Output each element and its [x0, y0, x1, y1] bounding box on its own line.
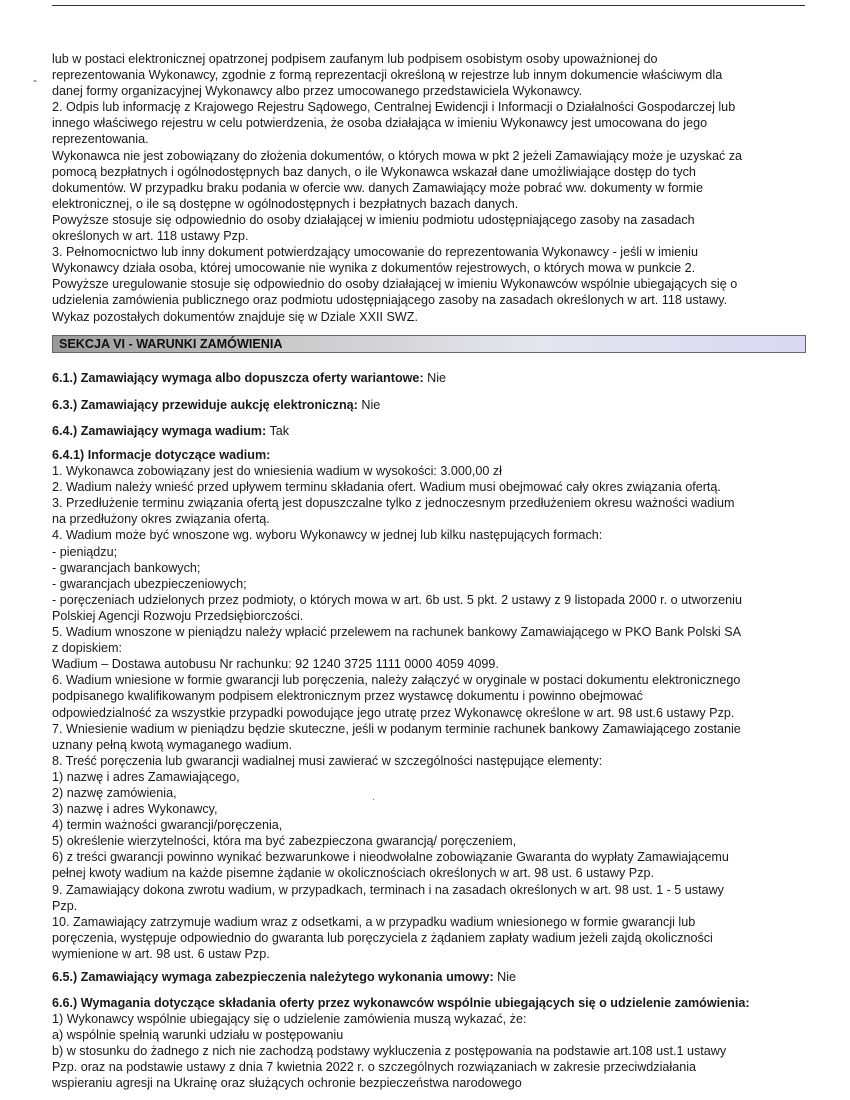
intro-paragraphs	[52, 51, 812, 325]
question-label: 6.1.) Zamawiający wymaga albo dopuszcza oferty wariantowe:	[52, 371, 424, 385]
intro-line: udzielenia zamówienia publicznego oraz podmiotu udostępniającego zasoby na zasadach określonych w art. 118 ustawy.	[52, 293, 728, 308]
question-6-4	[52, 423, 289, 439]
intro-line: Wykonawcy działa osoba, której umocowanie nie wynika z dokumentów rejestrowych, o których mowa w punkcie 2.	[52, 261, 696, 276]
wadium-line: wymienione w art. 98 ust. 6 ustaw Pzp.	[52, 946, 270, 961]
wadium-line: 5) określenie wierzytelności, która ma być zabezpieczona gwarancją/ poręczeniem,	[52, 834, 517, 849]
wadium-line: 9. Zamawiający dokona zwrotu wadium, w przypadkach, terminach i na zasadach określonych w art. 98 ust. 1 - 5 ustawy	[52, 882, 724, 897]
wadium-line: 5. Wadium wnoszone w pieniądzu należy wpłacić przelewem na rachunek bankowy Zamawiającego w PKO Bank Polski SA	[52, 625, 742, 640]
intro-line: Powyższe stosuje się odpowiednio do osoby działającej w imieniu podmiotu udostępniającego zasoby na zasadach	[52, 212, 695, 227]
wadium-line: 3. Przedłużenie terminu związania ofertą jest dopuszczalne tylko z jednoczesnym przedłużeniem okresu ważności wadium	[52, 496, 735, 511]
q66-line: a) wspólnie spełnią warunki udziału w postępowaniu	[52, 1028, 344, 1043]
question-6-5	[52, 969, 516, 985]
question-answer: Nie	[423, 371, 447, 385]
wadium-line: 2. Wadium należy wnieść przed upływem terminu składania ofert. Wadium musi obejmować cały okres związania ofertą.	[52, 480, 721, 495]
wadium-heading: 6.4.1) Informacje dotyczące wadium:	[52, 448, 271, 462]
intro-line: reprezentowania Wykonawcy, zgodnie z formą reprezentacji określoną w rejestrze lub innym dokumencie właściwym dla	[52, 68, 723, 83]
wadium-line: - gwarancjach ubezpieczeniowych;	[52, 576, 247, 591]
joint-bidders-requirements	[52, 995, 812, 1092]
wadium-line: Pzp.	[52, 898, 78, 913]
wadium-line: 10. Zamawiający zatrzymuje wadium wraz z odsetkami, a w przypadku wadium wniesionego w formie gwarancji lub	[52, 914, 696, 929]
q66-heading: 6.6.) Wymagania dotyczące składania oferty przez wykonawców wspólnie ubiegających się o udzielenie zamówienia:	[52, 996, 750, 1010]
wadium-line: 2) nazwę zamówienia,	[52, 785, 177, 800]
top-rule	[52, 5, 805, 6]
intro-line: 3. Pełnomocnictwo lub inny dokument potwierdzający umocowanie do reprezentowania Wykonawcy - jeśli w imieniu	[52, 245, 698, 260]
q66-line: b) w stosunku do żadnego z nich nie zachodzą podstawy wykluczenia z postępowania na podstawie art.108 ust.1 ustawy	[52, 1044, 727, 1059]
section-header	[52, 335, 806, 353]
wadium-line: 4) termin ważności gwarancji/poręczenia,	[52, 818, 283, 833]
intro-line: 2. Odpis lub informację z Krajowego Rejestru Sądowego, Centralnej Ewidencji i Informacji o Działalności Gospodarczej lub	[52, 100, 736, 115]
wadium-line: z dopiskiem:	[52, 641, 122, 656]
margin-mark: -	[33, 73, 37, 87]
wadium-line: - poręczeniach udzielonych przez podmioty, o których mowa w art. 6b ust. 5 pkt. 2 ustawy z 9 listopada 2000 r. o utworzeniu	[52, 592, 742, 607]
intro-line: danej formy organizacyjnej Wykonawcy albo przez umocowanego przedstawiciela Wykonawcy.	[52, 84, 583, 99]
intro-line: Wykonawca nie jest zobowiązany do złożenia dokumentów, o których mowa w pkt 2 jeżeli Zamawiający może je uzyskać za	[52, 148, 743, 163]
question-answer: Tak	[266, 424, 290, 438]
q66-line: Pzp. oraz na podstawie ustawy z dnia 7 kwietnia 2022 r. o szczególnych rozwiązaniach w zakresie przeciwdziałania	[52, 1060, 697, 1075]
wadium-line: 3) nazwę i adres Wykonawcy,	[52, 802, 218, 817]
intro-line: pomocą bezpłatnych i ogólnodostępnych baz danych, o ile Wykonawca wskazał dane umożliwiające dostęp do tych	[52, 164, 696, 179]
wadium-line: - gwarancjach bankowych;	[52, 560, 201, 575]
wadium-line: - pieniądzu;	[52, 544, 118, 559]
wadium-line: Polskiej Agencji Rozwoju Przedsiębiorczości.	[52, 608, 304, 623]
wadium-line: odpowiedzialność za wszystkie przypadki powodujące jego utratę przez Wykonawcę określone w art. 98 ust.6 ustawy Pzp.	[52, 705, 735, 720]
section-title: SEKCJA VI - WARUNKI ZAMÓWIENIA	[59, 337, 283, 351]
intro-line: reprezentowania.	[52, 132, 149, 147]
intro-line: elektronicznej, o ile są dostępne w ogólnodostępnych i bezpłatnych bazach danych.	[52, 196, 519, 211]
wadium-line: 6. Wadium wniesione w formie gwarancji lub poręczenia, należy załączyć w oryginale w postaci dokumentu elektronicznego	[52, 673, 741, 688]
wadium-line: 4. Wadium może być wnoszone wg. wyboru Wykonawcy w jednej lub kilku następujących formach:	[52, 528, 603, 543]
wadium-line: podpisanego kwalifikowanym podpisem elektronicznym przez wystawcę dokumentu i powinno obejmować	[52, 689, 643, 704]
wadium-line: na przedłużony okres związania ofertą.	[52, 512, 270, 527]
intro-line: innego właściwego rejestru w celu potwierdzenia, że osoba działająca w imieniu Wykonawcy jest umocowana do jego	[52, 116, 708, 131]
wadium-line: 8. Treść poręczenia lub gwarancji wadialnej musi zawierać w szczególności następujące elementy:	[52, 753, 603, 768]
q66-line: wspieraniu agresji na Ukrainę oraz służących ochronie bezpieczeństwa narodowego	[52, 1076, 522, 1091]
wadium-line: Wadium – Dostawa autobusu Nr rachunku: 92 1240 3725 1111 0000 4059 4099.	[52, 657, 499, 672]
question-answer: Nie	[357, 398, 381, 412]
wadium-info	[52, 447, 812, 962]
wadium-line: 6) z treści gwarancji powinno wynikać bezwarunkowe i nieodwołalne zobowiązanie Gwaranta do wypłaty Zamawiającemu	[52, 850, 729, 865]
wadium-line: pełnej kwoty wadium na każde pisemne żądanie w okolicznościach określonych w art. 98 ust. 6 ustawy Pzp.	[52, 866, 655, 881]
wadium-line: 1) nazwę i adres Zamawiającego,	[52, 769, 240, 784]
wadium-line: 7. Wniesienie wadium w pieniądzu będzie skuteczne, jeśli w podanym terminie rachunek bankowy Zamawiającego zostanie	[52, 721, 741, 736]
wadium-line: uznany pełną kwotą wymaganego wadium.	[52, 737, 293, 752]
question-6-1	[52, 370, 446, 386]
intro-line: Powyższe uregulowanie stosuje się odpowiednio do osoby działającej w imieniu Wykonawców wspólnie ubiegających się o	[52, 277, 738, 292]
intro-line: dokumentów. W przypadku braku podania w ofercie ww. danych Zamawiający może pobrać ww. dokumenty w formie	[52, 180, 703, 195]
question-answer: Nie	[493, 970, 517, 984]
intro-line: określonych w art. 118 ustawy Pzp.	[52, 229, 249, 244]
question-label: 6.5.) Zamawiający wymaga zabezpieczenia należytego wykonania umowy:	[52, 970, 494, 984]
intro-line: lub w postaci elektronicznej opatrzonej podpisem zaufanym lub podpisem osobistym osoby upoważnionej do	[52, 52, 658, 66]
wadium-line: poręczenia, występuje odpowiednio do gwaranta lub poręczyciela z żądaniem zapłaty wadium jeżeli zajdą okoliczności	[52, 930, 713, 945]
question-6-3	[52, 397, 380, 413]
question-label: 6.4.) Zamawiający wymaga wadium:	[52, 424, 267, 438]
q66-line: 1) Wykonawcy wspólnie ubiegający się o udzielenie zamówienia muszą wykazać, że:	[52, 1012, 527, 1027]
wadium-line: 1. Wykonawca zobowiązany jest do wniesienia wadium w wysokości: 3.000,00 zł	[52, 464, 502, 479]
stray-mark: ·	[372, 794, 376, 805]
question-label: 6.3.) Zamawiający przewiduje aukcję elektroniczną:	[52, 398, 358, 412]
intro-line: Wykaz pozostałych dokumentów znajduje się w Dziale XXII SWZ.	[52, 309, 418, 324]
